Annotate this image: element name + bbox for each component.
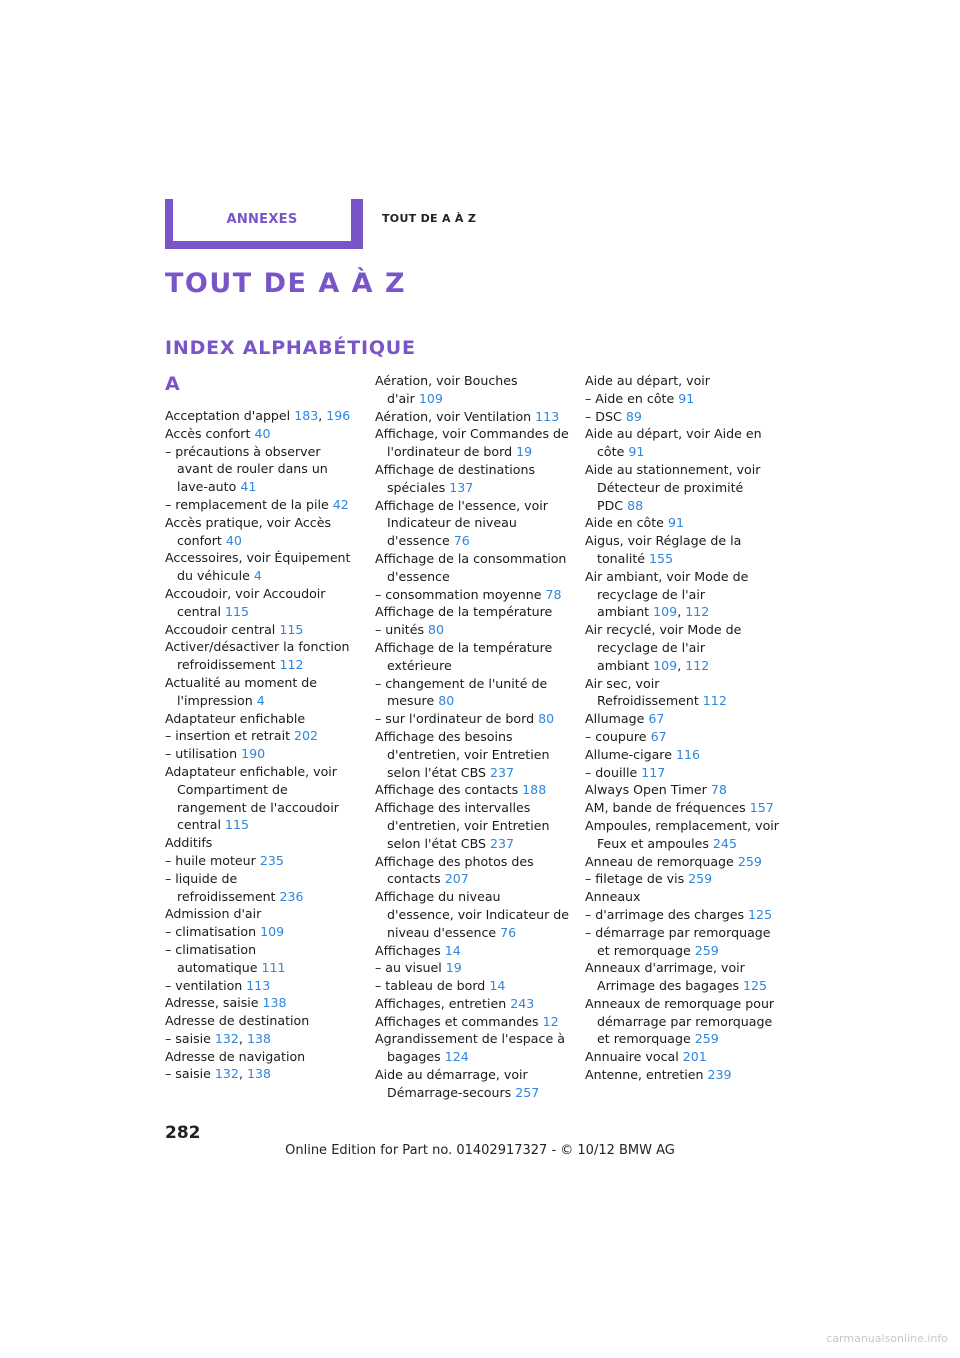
index-entry-text: Aigus, voir Réglage de la tonalité (585, 533, 742, 566)
page-reference-link[interactable]: 132 (214, 1066, 239, 1082)
index-entry-text: Accoudoir, voir Accoudoir central (165, 585, 326, 619)
index-entry-text: Accoudoir central (165, 621, 276, 637)
page-reference-link[interactable]: 91 (678, 390, 695, 406)
index-entry-text: Air sec, voir Refroidissement (585, 675, 699, 709)
page-reference-link[interactable]: 40 (225, 532, 242, 548)
index-entry-text: – changement de l'unité de mesure (375, 675, 548, 709)
index-entry-text: Adresse de navigation (165, 1048, 306, 1064)
page-reference-link[interactable]: 91 (628, 444, 645, 460)
index-entry (165, 977, 360, 995)
index-entry (375, 942, 570, 960)
index-entry (375, 977, 570, 995)
page-reference-link[interactable]: 257 (515, 1084, 540, 1100)
page-reference-link[interactable]: 67 (650, 728, 667, 744)
section-subtitle: INDEX ALPHABÉTIQUE (165, 337, 416, 359)
page-reference-link[interactable]: 237 (490, 764, 515, 780)
index-entry-text: – utilisation (165, 746, 238, 762)
page-reference-link[interactable]: 115 (225, 817, 250, 833)
index-entry (165, 621, 360, 639)
index-entry-text: – douille (585, 764, 638, 780)
index-entry (375, 461, 570, 497)
index-entry-text: – saisie (165, 1030, 211, 1046)
page-reference-link[interactable]: 259 (688, 871, 713, 887)
index-entry (165, 496, 360, 514)
page-reference-link[interactable]: 89 (625, 408, 642, 424)
index-entry (165, 638, 360, 674)
index-entry (585, 746, 780, 764)
page-reference-link[interactable]: 239 (707, 1067, 732, 1083)
page-reference-link[interactable]: 67 (648, 711, 665, 727)
index-entry (165, 745, 360, 763)
index-entry (585, 425, 780, 461)
index-entry (585, 390, 780, 408)
index-entry-text: Anneaux (585, 889, 641, 905)
index-entry (585, 799, 780, 817)
index-entry-text: Affichage, voir Commandes de l'ordinateur de bord (375, 426, 569, 460)
index-entry-text: Admission d'air (165, 906, 262, 922)
index-entry-text: Aide au démarrage, voir Démarrage-secours (375, 1067, 528, 1100)
page-reference-link[interactable]: 115 (225, 603, 250, 619)
page-reference-link[interactable]: 78 (710, 782, 727, 798)
page-reference-link[interactable]: 202 (294, 728, 319, 744)
index-entry-text: Affichage des photos des contacts (375, 853, 534, 887)
index-entry-text: Ampoules, remplacement, voir Feux et ampoules (585, 817, 779, 851)
index-entry-text: – filetage de vis (585, 871, 685, 887)
index-entry-text: Affichage des besoins d'entretien, voir Entretien selon l'état CBS (375, 728, 550, 780)
index-entry-text: Always Open Timer (585, 782, 707, 798)
index-entry (585, 461, 780, 514)
index-entry (165, 834, 360, 852)
index-entry (165, 1048, 360, 1066)
page-reference-link[interactable]: 111 (261, 959, 286, 975)
index-entry (165, 425, 360, 443)
page-reference-link[interactable]: 112 (685, 604, 710, 620)
index-entry (165, 941, 360, 977)
index-entry-text: – huile moteur (165, 852, 256, 868)
index-entry (585, 514, 780, 532)
index-entry-text: Aération, voir Bouches d'air (375, 373, 518, 406)
index-entry (375, 372, 570, 408)
index-entry (585, 817, 780, 853)
index-entry-text: Anneau de remorquage (585, 853, 734, 869)
index-column-2 (375, 372, 570, 1102)
page-reference-link[interactable]: 243 (510, 995, 535, 1011)
page-reference-link[interactable]: 236 (279, 888, 304, 904)
page-title: TOUT DE A À Z (165, 268, 407, 299)
index-entry-text: Acceptation d'appel (165, 408, 291, 423)
index-entry (375, 995, 570, 1013)
index-entry (375, 497, 570, 550)
page-reference-link[interactable]: 235 (259, 852, 284, 868)
index-entry (165, 727, 360, 745)
index-entry (375, 888, 570, 941)
index-entry (165, 994, 360, 1012)
index-entry (585, 532, 780, 568)
page-reference-link[interactable]: 259 (694, 942, 719, 958)
index-entry (375, 799, 570, 852)
index-entry-text: Annuaire vocal (585, 1049, 679, 1065)
index-entry (165, 514, 360, 550)
page-reference-link[interactable]: 76 (453, 533, 470, 549)
index-entry-text: Adresse de destination (165, 1013, 310, 1029)
page-reference-link[interactable]: 4 (256, 692, 265, 708)
index-entry-text: – insertion et retrait (165, 728, 291, 744)
page-reference-link[interactable]: 112 (702, 693, 727, 709)
index-column-1 (165, 372, 360, 1083)
page-reference-link[interactable]: 88 (627, 497, 644, 513)
index-entry-text: – d'arrimage des charges (585, 906, 745, 922)
page-reference-link[interactable]: 237 (490, 835, 515, 851)
index-entry-text: Air ambiant, voir Mode de recyclage de l'air ambiant (585, 568, 749, 620)
index-entry-text: – démarrage par remorquage et remorquage (585, 924, 771, 958)
page-reference-link[interactable]: 157 (749, 800, 774, 816)
index-entry (165, 549, 360, 585)
index-column-3 (585, 372, 780, 1084)
index-entry: – saisie 132, 138 (165, 1030, 272, 1046)
index-entry-text: Allumage (585, 711, 645, 727)
page-reference-link[interactable]: 112 (279, 657, 304, 673)
page-reference-link[interactable]: 19 (445, 960, 462, 976)
page-reference-link[interactable]: 132 (214, 1030, 239, 1046)
page-reference-link[interactable]: 109 (653, 604, 678, 620)
page-reference-link[interactable]: 245 (712, 835, 737, 851)
page-reference-link[interactable]: 190 (241, 746, 266, 762)
index-entry-text: Anneaux de remorquage pour démarrage par remorquage et remorquage (585, 995, 775, 1047)
index-entry (165, 763, 360, 834)
page-reference-link[interactable]: 41 (240, 479, 257, 495)
page-number: 282 (165, 1123, 201, 1143)
index-entry (585, 710, 780, 728)
index-entry (375, 1066, 570, 1102)
index-entry: Acceptation d'appel 183, 196 (165, 408, 351, 423)
index-entry-text: – unités (375, 622, 425, 638)
index-entry-text: Affichage de la consommation d'essence (375, 550, 567, 584)
index-entry-text: – sur l'ordinateur de bord (375, 711, 535, 727)
page-reference-link[interactable]: 80 (438, 693, 455, 709)
page-reference-link[interactable]: 12 (542, 1013, 559, 1029)
index-entry-text: Air recyclé, voir Mode de recyclage de l'air ambiant (585, 622, 742, 673)
page-reference-link[interactable]: 196 (326, 408, 351, 423)
index-entry (585, 764, 780, 782)
index-entry (375, 550, 570, 586)
index-entry-text: Aide au stationnement, voir Détecteur de proximité PDC (585, 461, 761, 513)
page-reference-link[interactable]: 19 (516, 444, 533, 460)
index-entry-text: – au visuel (375, 960, 442, 976)
index-entry-text: – précautions à observer avant de rouler dans un lave-auto (165, 443, 328, 495)
index-entry-text: – consommation moyenne (375, 586, 542, 602)
page-reference-link[interactable]: 155 (649, 550, 674, 566)
page-reference-link[interactable]: 4 (253, 568, 262, 584)
index-entry (585, 1048, 780, 1066)
index-entry (585, 870, 780, 888)
page-reference-link[interactable]: 259 (694, 1031, 719, 1047)
index-entry (585, 853, 780, 871)
page-reference-link[interactable]: 42 (332, 496, 349, 512)
index-entry (375, 425, 570, 461)
index-entry-text: Adaptateur enfichable (165, 710, 306, 726)
section-tab-label: ANNEXES (173, 199, 351, 241)
index-entry-text: Adaptateur enfichable, voir Compartiment de rangement de l'accoudoir central (165, 763, 339, 833)
index-entry (375, 1030, 570, 1066)
index-entry-text: Affichages, entretien (375, 995, 507, 1011)
index-entry (165, 870, 360, 906)
page-reference-link[interactable]: 80 (538, 711, 555, 727)
index-entry-text: AM, bande de fréquences (585, 800, 746, 816)
section-tab (165, 199, 363, 249)
page-reference-link[interactable]: 201 (682, 1049, 707, 1065)
page-reference-link[interactable]: 116 (675, 746, 701, 762)
index-entry-text: Additifs (165, 835, 213, 851)
index-entry-text: Affichage de la température extérieure (375, 639, 553, 673)
index-entry-text: Affichage des contacts (375, 782, 519, 798)
index-entry (165, 923, 360, 941)
index-entry (375, 675, 570, 711)
index-entry-text: Adresse, saisie (165, 995, 259, 1011)
index-entry (585, 1066, 780, 1084)
page-reference-link[interactable]: 117 (641, 764, 666, 780)
page-reference-link[interactable]: 183 (294, 408, 319, 423)
page-reference-link[interactable]: 124 (444, 1049, 469, 1065)
index-entry-text: Aide au départ, voir (585, 373, 710, 388)
page-reference-link[interactable]: 188 (522, 782, 547, 798)
index-entry-text: Agrandissement de l'espace à bagages (375, 1031, 565, 1065)
page-reference-link[interactable]: 113 (535, 408, 560, 424)
index-entry (585, 781, 780, 799)
index-entry-text: Affichages et commandes (375, 1013, 539, 1029)
index-entry-text: Accès confort (165, 425, 251, 441)
index-entry: – saisie 132, 138 (165, 1066, 272, 1082)
page-reference-link[interactable]: 207 (444, 871, 469, 887)
index-entry (585, 906, 780, 924)
index-entry-text: Affichage de l'essence, voir Indicateur de niveau d'essence (375, 497, 548, 549)
page-reference-link[interactable]: 125 (743, 978, 768, 994)
page-reference-link[interactable]: 14 (489, 978, 506, 994)
index-entry (165, 905, 360, 923)
index-entry-text: Antenne, entretien (585, 1067, 704, 1083)
index-entry-text: Allume-cigare (585, 746, 672, 762)
index-entry-text: – Aide en côte (585, 390, 675, 406)
index-entry (375, 1013, 570, 1031)
index-entry-text: – climatisation (165, 924, 257, 940)
index-entry (375, 603, 570, 621)
edition-footer: Online Edition for Part no. 01402917327 - © 10/12 BMW AG (285, 1143, 675, 1158)
page-reference-link[interactable]: 109 (260, 924, 285, 940)
index-entry (165, 674, 360, 710)
index-entry (165, 710, 360, 728)
index-entry (585, 675, 780, 711)
page-reference-link[interactable]: 109 (418, 390, 443, 406)
index-entry-text: Accès pratique, voir Accès confort (165, 514, 331, 548)
chapter-header: TOUT DE A À Z (382, 212, 477, 225)
index-entry-text: Affichage de destinations spéciales (375, 461, 536, 495)
page-reference-link[interactable]: 259 (737, 853, 762, 869)
page-reference-link[interactable]: 138 (262, 995, 287, 1011)
index-entry (585, 924, 780, 960)
index-entry (375, 959, 570, 977)
page-reference-link[interactable]: 125 (748, 906, 773, 922)
index-entry (375, 728, 570, 781)
page-reference-link[interactable]: 40 (254, 425, 271, 441)
page-reference-link[interactable]: 137 (449, 479, 474, 495)
index-entry-text: Affichage des intervalles d'entretien, voir Entretien selon l'état CBS (375, 800, 550, 851)
index-entry (375, 586, 570, 604)
index-entry (585, 408, 780, 426)
index-entry-text: Affichages (375, 942, 441, 958)
page-reference-link[interactable]: 138 (246, 1066, 272, 1082)
index-entry-text: Aide au départ, voir Aide en côte (585, 426, 762, 460)
index-entry (375, 621, 570, 639)
index-entry (165, 585, 360, 621)
page-reference-link[interactable]: 91 (667, 515, 684, 531)
index-entry-text: – liquide de refroidissement (165, 870, 276, 904)
index-entry (375, 639, 570, 675)
page-reference-link[interactable]: 115 (279, 621, 304, 637)
index-entry-text: Activer/désactiver la fonction refroidissement (165, 639, 350, 673)
index-entry: Air recyclé, voir Mode de recyclage de l'air ambiant 109, 112 (585, 622, 742, 673)
index-entry (585, 888, 780, 906)
index-entry (585, 728, 780, 746)
index-entry (375, 710, 570, 728)
index-entry-text: Anneaux d'arrimage, voir Arrimage des bagages (585, 960, 745, 994)
index-entry (165, 443, 360, 496)
index-entry (375, 408, 570, 426)
index-letter: A (165, 373, 180, 395)
index-entry-text: Aération, voir Ventilation (375, 408, 532, 424)
page-reference-link[interactable]: 80 (428, 622, 445, 638)
index-entry (165, 852, 360, 870)
index-entry-text: – DSC (585, 408, 622, 424)
page-reference-link[interactable]: 113 (246, 977, 271, 993)
index-entry (585, 959, 780, 995)
index-entry-text: – remplacement de la pile (165, 496, 329, 512)
watermark: carmanualsonline.info (826, 1332, 948, 1345)
page-reference-link[interactable]: 109 (653, 657, 678, 673)
index-entry-text: – tableau de bord (375, 978, 486, 994)
index-entry (375, 853, 570, 889)
index-entry (585, 995, 780, 1048)
page-reference-link[interactable]: 78 (545, 586, 562, 602)
index-entry-text: Affichage du niveau d'essence, voir Indicateur de niveau d'essence (375, 889, 569, 940)
page-reference-link[interactable]: 14 (444, 942, 461, 958)
index-entry (585, 372, 780, 390)
index-entry-text: – ventilation (165, 977, 243, 993)
index-entry-text: Actualité au moment de l'impression (165, 674, 317, 708)
page-reference-link[interactable]: 76 (500, 924, 517, 940)
index-entry-text: – coupure (585, 728, 647, 744)
index-entry-text: Aide en côte (585, 515, 664, 531)
index-entry-text: – climatisation automatique (165, 941, 258, 975)
index-entry: Air ambiant, voir Mode de recyclage de l'air ambiant 109, 112 (585, 568, 749, 620)
index-entry-text: Accessoires, voir Équipement du véhicule (165, 550, 351, 584)
index-entry (375, 781, 570, 799)
page-reference-link[interactable]: 138 (246, 1030, 272, 1046)
index-entry-text: – saisie (165, 1066, 211, 1082)
index-entry-text: Affichage de la température (375, 604, 553, 620)
index-entry (165, 1012, 360, 1030)
page-reference-link[interactable]: 112 (685, 657, 710, 673)
